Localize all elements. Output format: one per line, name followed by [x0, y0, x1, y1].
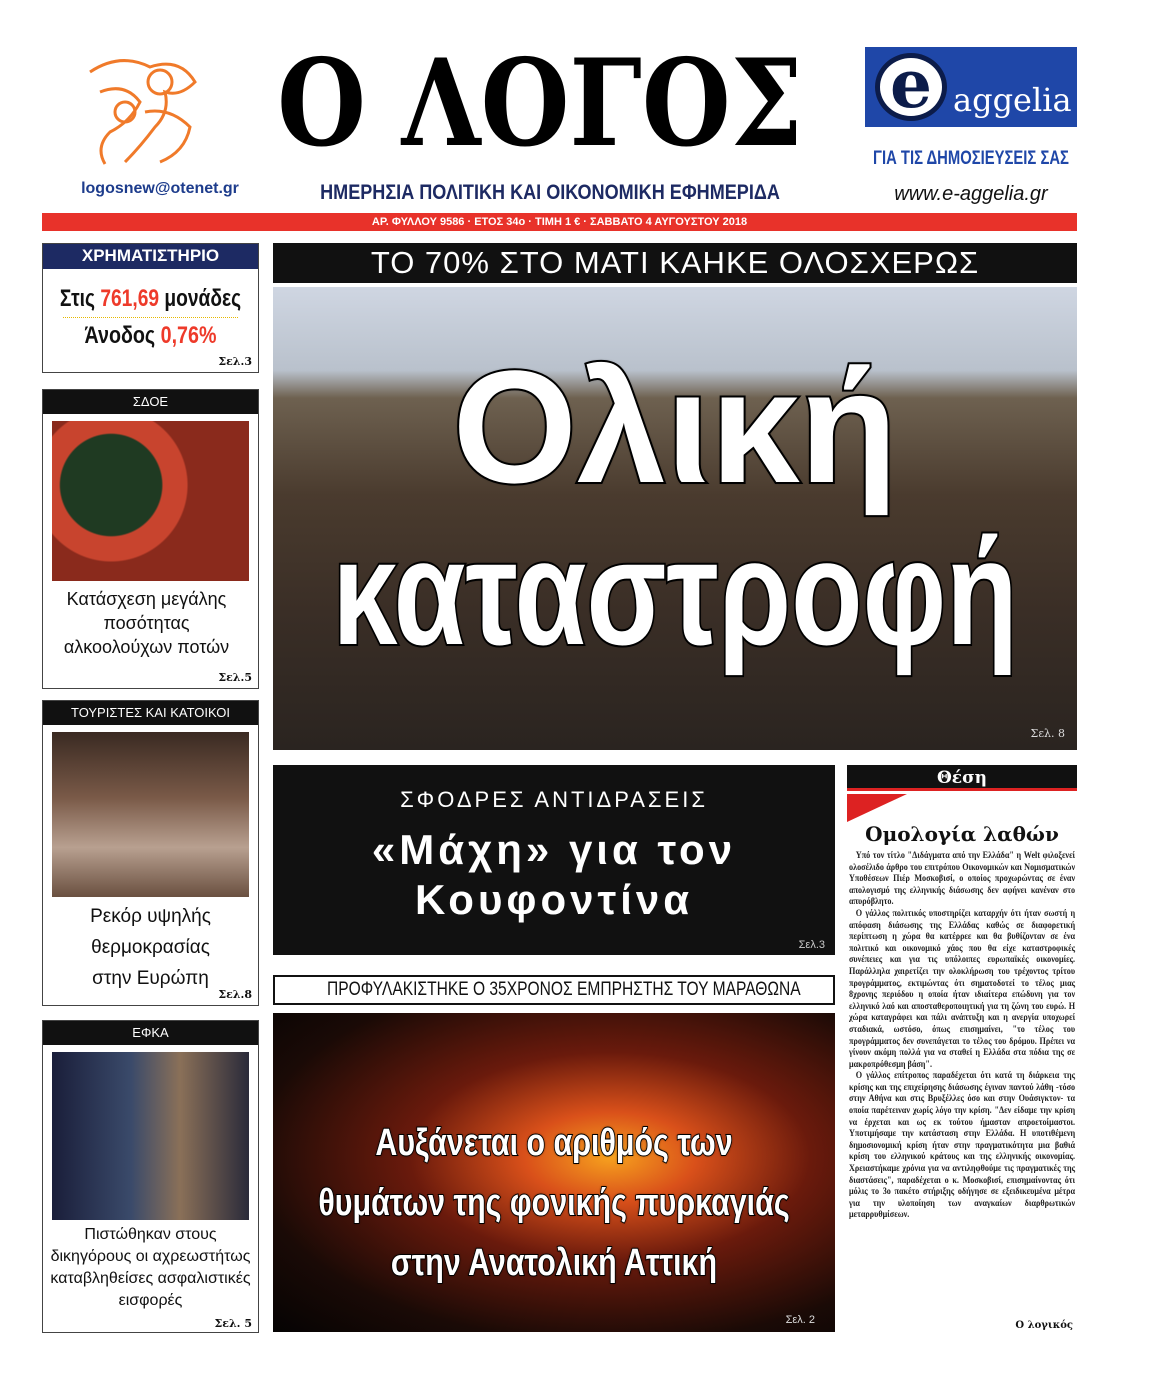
stock-value: 761,69 [100, 285, 160, 312]
lead-headline-2: καταστροφή [332, 508, 1018, 676]
page-ref: Σελ.8 [218, 988, 252, 1001]
eaggelia-logo-text: aggelia [953, 81, 1072, 119]
sdoe-caption: Κατάσχεση μεγάλης ποσότητας αλκοολούχων ποτών [63, 589, 230, 657]
opinion-title: Ομολογία λαθών [865, 822, 1059, 846]
contact-email[interactable]: logosnew@otenet.gr [81, 180, 239, 197]
page-ref: Σελ.3 [798, 939, 825, 951]
stock-post: μονάδες [164, 285, 242, 312]
stock-change-line [62, 322, 238, 350]
efka-title: ΕΦΚΑ [43, 1021, 258, 1045]
decorative-wedge [847, 794, 907, 822]
lead-headline-1: Ολική [452, 337, 898, 516]
tourists-caption: Ρεκόρ υψηλής θερμοκρασίας στην Ευρώπη [90, 906, 211, 989]
second-headline-1: «Μάχη» για τον [371, 826, 737, 873]
stock-title: ΧΡΗΜΑΤΙΣΤΗΡΙΟ [43, 244, 258, 269]
second-headline-2: Κουφοντίνα [414, 876, 694, 923]
ad-url[interactable]: www.e-aggelia.gr [894, 183, 1048, 205]
third-headline-2: θυμάτων της φονικής πυρκαγιάς [318, 1182, 790, 1224]
stock-value-line [33, 285, 269, 313]
second-story[interactable] [273, 765, 835, 955]
eaggelia-logo[interactable] [865, 47, 1077, 127]
opinion-signature: Ο λογικός [1015, 1320, 1073, 1331]
fire-photo[interactable] [273, 1013, 835, 1332]
third-headline-3: στην Ανατολική Αττική [390, 1242, 718, 1284]
efka-box[interactable] [42, 1020, 259, 1333]
page-ref: Σελ.3 [218, 355, 252, 368]
issue-info-strip: ΑΡ. ΦΥΛΛΟΥ 9586 · ΕΤΟΣ 34ο · ΤΙΜΗ 1 € · ΣΑΒΒΑΤΟ 4 ΑΥΓΟΥΣΤΟΥ 2018 [42, 213, 1077, 231]
page-ref: Σελ. 2 [785, 1314, 815, 1326]
stock-change: 0,76% [160, 322, 217, 349]
stock-change-label: Άνοδος [84, 322, 156, 349]
lead-photo[interactable] [273, 287, 1077, 750]
stock-pre: Στις [59, 285, 95, 312]
eaggelia-e-icon: e [875, 53, 947, 121]
bottles-photo [52, 421, 249, 581]
efka-caption: Πιστώθηκαν στους δικηγόρους οι αχρεωστήτως καταβληθείσες ασφαλιστικές εισφορές [50, 1226, 251, 1309]
tourists-box[interactable] [42, 700, 259, 1006]
third-kicker: ΠΡΟΦΥΛΑΚΙΣΤΗΚΕ Ο 35ΧΡΟΝΟΣ ΕΜΠΡΗΣΤΗΣ ΤΟΥ ΜΑΡΑΘΩΝΑ [326, 979, 801, 1000]
page-ref: Σελ. 8 [1030, 727, 1065, 740]
opinion-section-label: Θέση [847, 765, 1077, 791]
second-kicker: ΣΦΟΔΡΕΣ ΑΝΤΙΔΡΑΣΕΙΣ [400, 787, 708, 812]
masthead-subtitle: ΗΜΕΡΗΣΙΑ ΠΟΛΙΤΙΚΗ ΚΑΙ ΟΙΚΟΝΟΜΙΚΗ ΕΦΗΜΕΡΙΔΑ [320, 181, 780, 204]
stock-box[interactable] [42, 243, 259, 373]
briefcase-photo [52, 1052, 249, 1220]
third-headline-1: Αυξάνεται ο αριθμός των [375, 1122, 733, 1164]
divider [63, 317, 238, 318]
opinion-paragraph: Ο γάλλος πολιτικός υποστηρίζει καταρχήν ότι ήταν σωστή η απόφαση διάσωσης της Ελλάδας καθώς σε διαφορετική περίπτωση η χώρα θα κατέρρεε και θα βυθίζονταν σε ένα πολιτικό και οικονομικό χάος που θα είχε καταστροφικές συνέπειες και για τις υπόλοιπες ευρωπαϊκές οικονομίες. Παράλληλα χαιρετίζει την ολοκλήρωση του τρέχοντος τρίτου προγράμματος, εκτιμώντας ότι σηματοδοτεί το τέλος μιας 8χρονης περιόδου η οποία ήταν ιδιαίτερα επώδυνη για τον ελληνικό λαό και αποσταθεροποιητική για τη ζώνη του ευρώ. Η χώρα καταγράφει και πάλι ανάπτυξη και η ανεργία υποχωρεί σταδιακά, ωστόσο, όπως επισημαίνει, "το τέλος του προγράμματος δεν συνεπάγεται το τέλος του δρόμου. Πρέπει να γίνουν ακόμη πολλά για να σταθεί η Ελλάδα στα πόδια της σε μακροπρόθεσμη βάση". [849, 907, 1076, 1070]
logo-illustration [70, 52, 210, 172]
page-ref: Σελ.5 [218, 671, 252, 684]
ad-tagline: ΓΙΑ ΤΙΣ ΔΗΜΟΣΙΕΥΣΕΙΣ ΣΑΣ [873, 148, 1069, 169]
lead-kicker: ΤΟ 70% ΣΤΟ ΜΑΤΙ ΚΑΗΚΕ ΟΛΟΣΧΕΡΩΣ [273, 243, 1077, 283]
third-kicker-bar [273, 975, 835, 1005]
tourists-title: ΤΟΥΡΙΣΤΕΣ ΚΑΙ ΚΑΤΟΙΚΟΙ [43, 701, 258, 725]
sdoe-title: ΣΔΟΕ [43, 390, 258, 414]
opinion-paragraph: Υπό τον τίτλο "Διδάγματα από την Ελλάδα" η Welt φιλοξενεί ολοσέλιδο άρθρο του επιτρόπου Οικονομικών και Νομισματικών Υποθέσεων Πιέρ Μοσκοβισί, ο οποίος προχωρώντας σε έναν απολογισμό της ελληνικής διάσωσης δεν αφήνει κανέναν στο απυρόβλητο. [849, 850, 1076, 908]
opinion-body [849, 850, 1075, 1221]
masthead-title: Ο ΛΟΓΟΣ [277, 33, 803, 174]
opinion-paragraph: Ο γάλλος επίτροπος παραδέχεται ότι κατά τη διάρκεια της κρίσης και της επιχείρησης διάσωσης έγιναν παντού λάθη -τόσο στην Αθήνα και στις Βρυξέλλες όσο και στην Ουάσιγκτον- τα οποία παρέτειναν χωρίς λόγο την κρίση. "Δεν είδαμε την κρίση να έρχεται και ως εκ τούτου ήμασταν απροετοίμαστοι. Υποτιμήσαμε την κατάσταση στην Ελλάδα. Η υποτιθέμενη δημοσιονομική κρίση ήταν στην πραγματικότητα μια βαθιά κρίση του ελληνικού κράτους και της ελληνικής οικονομίας. Χρειαστήκαμε χρόνια για να αντιληφθούμε τις πραγματικές της διαστάσεις", παραδέχεται ο κ. Μοσκοβισί, επισημαίνοντας ότι μόλις το 3ο πακέτο στήριξης οδήγησε σε εξειδικευμένα μέτρα για την υλοποίηση των αναγκαίων διαρθρωτικών μεταρρυθμίσεων. [849, 1070, 1076, 1221]
sdoe-box[interactable] [42, 389, 259, 689]
fountain-photo [52, 732, 249, 897]
page-ref: Σελ. 5 [214, 1317, 252, 1330]
